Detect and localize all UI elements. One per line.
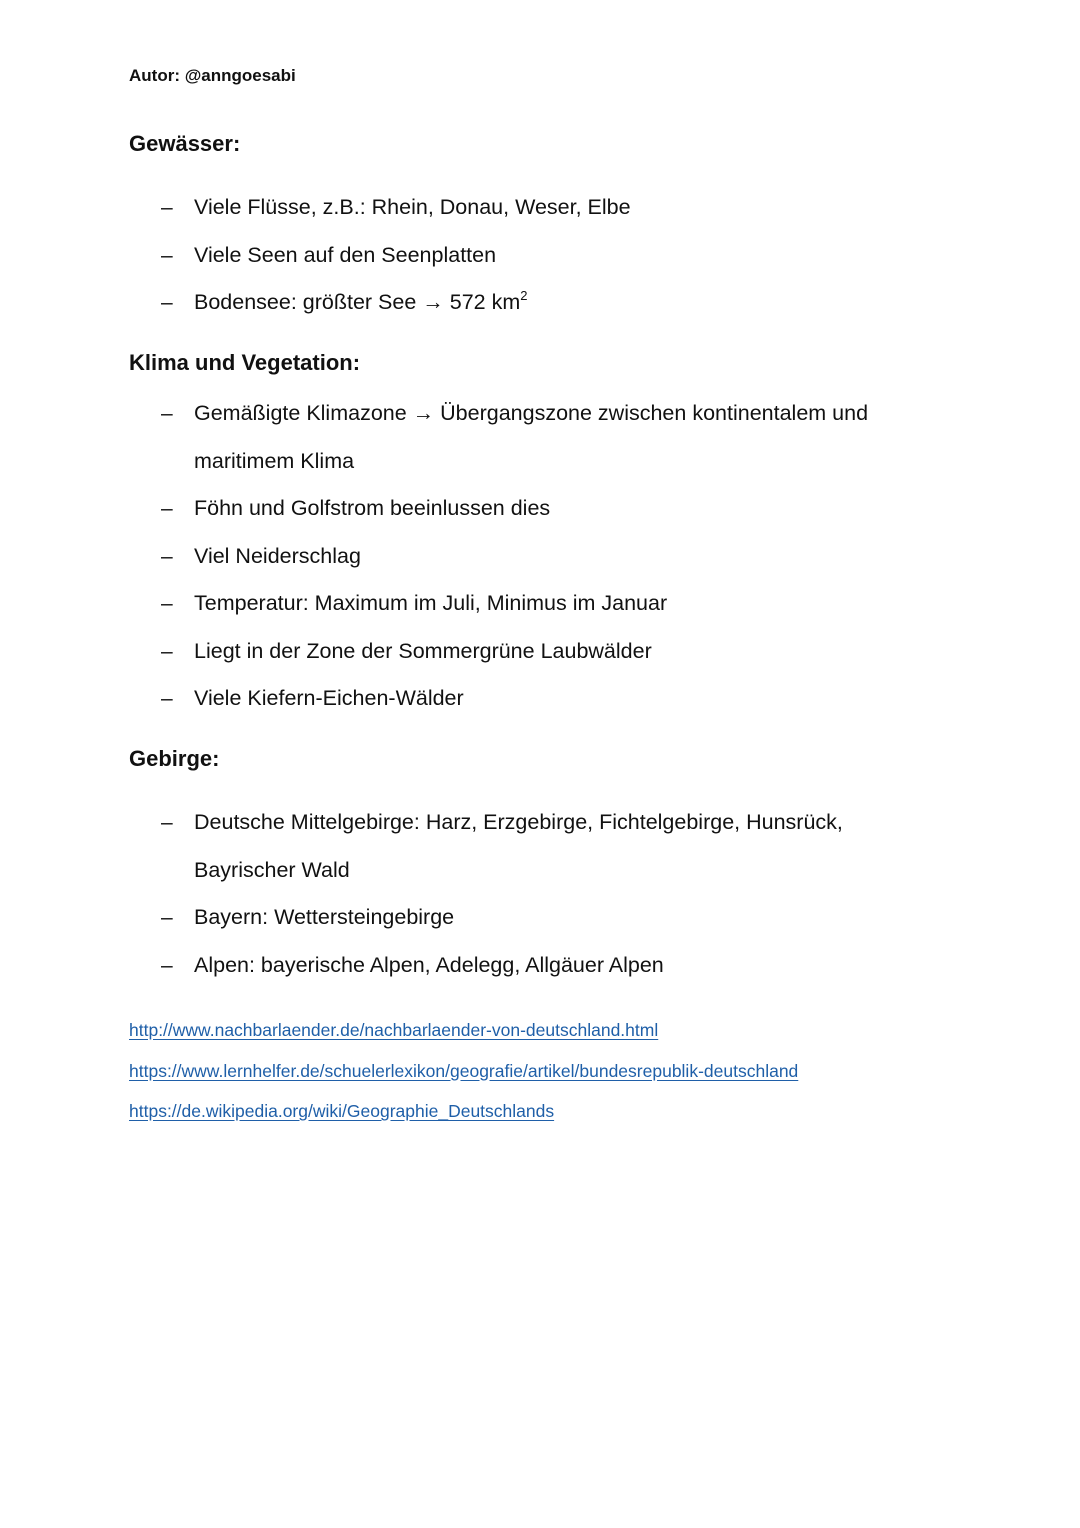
list-item (0, 799, 954, 894)
heading-gebirge: Gebirge: (129, 746, 220, 771)
dash-bullet-icon: – (161, 906, 173, 929)
list-item (0, 279, 954, 327)
dash-bullet-icon: – (161, 544, 173, 568)
item-text: Föhn und Golfstrom beeinlussen dies (194, 496, 551, 520)
list-item (0, 894, 954, 942)
source-link-nachbarlaender[interactable]: http://www.nachbarlaender.de/nachbarlaender-von-deutschland.html (129, 1020, 659, 1040)
dash-bullet-icon: – (161, 592, 173, 615)
item-text: Temperatur: Maximum im Juli, Minimus im Januar (194, 591, 668, 615)
dash-bullet-icon: – (161, 953, 173, 977)
dash-bullet-icon: – (161, 497, 173, 520)
author-line: Autor: @anngoesabi (129, 66, 296, 85)
heading-gewaesser: Gewässer: (129, 131, 241, 156)
dash-bullet-icon: – (161, 687, 173, 710)
item-text: Liegt in der Zone der Sommergrüne Laubwälder (194, 638, 652, 663)
item-text-continuation: Bayrischer Wald (194, 857, 350, 882)
list-gebirge (0, 799, 954, 989)
dash-bullet-icon: – (161, 243, 173, 267)
item-text: Viel Neiderschlag (194, 543, 361, 568)
list-item (0, 942, 954, 990)
item-text-continuation: maritimem Klima (194, 448, 355, 473)
list-item (0, 390, 954, 485)
list-gewaesser (0, 184, 954, 327)
item-text: Deutsche Mittelgebirge: Harz, Erzgebirge, Fichtelgebirge, Hunsrück, (194, 810, 843, 834)
list-item (0, 580, 954, 628)
dash-bullet-icon: – (161, 639, 173, 663)
dash-bullet-icon: – (161, 291, 173, 314)
item-text: Gemäßigte Klimazone → Übergangszone zwischen kontinentalem und (194, 401, 869, 425)
item-text: Viele Seen auf den Seenplatten (194, 242, 497, 267)
source-link-lernhelfer[interactable]: https://www.lernhelfer.de/schuelerlexikon/geografie/artikel/bundesrepublik-deutschland (129, 1060, 799, 1081)
item-text: Viele Flüsse, z.B.: Rhein, Donau, Weser, Elbe (194, 195, 631, 219)
dash-bullet-icon: – (161, 196, 173, 219)
source-link-wikipedia[interactable]: https://de.wikipedia.org/wiki/Geographie_Deutschlands (129, 1101, 555, 1121)
list-item (0, 485, 954, 533)
superscript: 2 (520, 288, 528, 303)
list-item (0, 184, 954, 232)
dash-bullet-icon: – (161, 402, 173, 425)
list-item (0, 628, 954, 676)
list-klima-vegetation (0, 390, 954, 723)
list-item (0, 533, 954, 581)
heading-klima-vegetation: Klima und Vegetation: (129, 350, 361, 375)
item-text: Viele Kiefern-Eichen-Wälder (194, 686, 464, 710)
item-text: Alpen: bayerische Alpen, Adelegg, Allgäuer Alpen (194, 952, 664, 977)
dash-bullet-icon: – (161, 811, 173, 834)
item-text: Bayern: Wettersteingebirge (194, 905, 455, 929)
list-item (0, 675, 954, 723)
sources-list (129, 1010, 798, 1132)
list-item (0, 232, 954, 280)
item-text: Bodensee: größter See → 572 km (194, 290, 521, 314)
